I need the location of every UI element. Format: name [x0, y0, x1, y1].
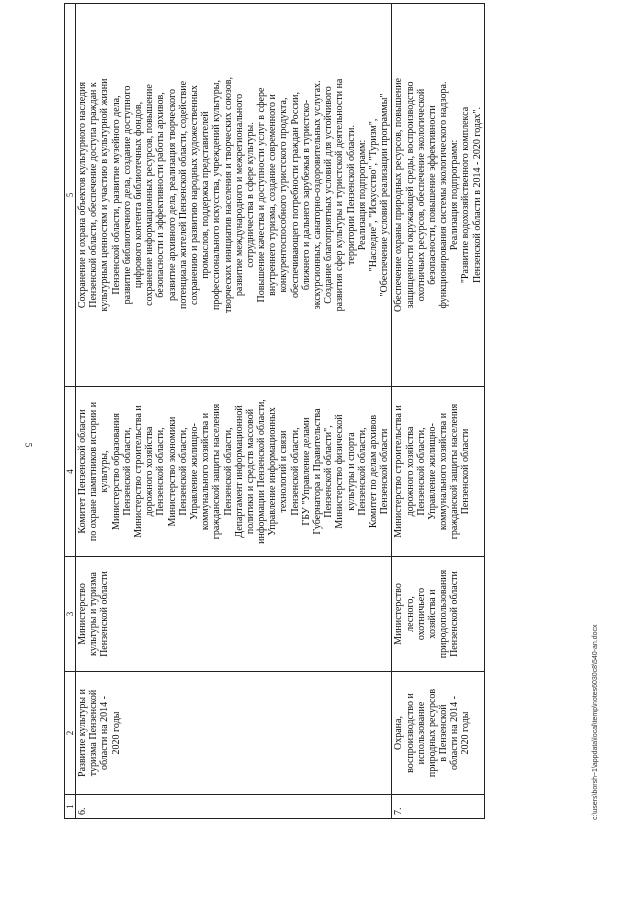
- cell-text-line: обеспечивающего потребности граждан России,: [289, 92, 301, 298]
- row-number-cell: 6.: [76, 795, 392, 819]
- cell-text-line: дорожного хозяйства: [144, 426, 156, 517]
- cell-text-line: охотничьих ресурсов, обеспечение экологической: [415, 88, 427, 302]
- cell-text-line: культуры и туризма: [88, 572, 100, 656]
- cell-text-line: Охрана,: [393, 716, 405, 750]
- cell-text-line: творческих инициатив населения и творческих союзов,: [222, 76, 234, 314]
- column-header: 1: [65, 795, 76, 819]
- cell-text-line: Реализация подпрограмм:: [356, 139, 368, 251]
- cell-text-line: защищенности окружающей среды, воспроизводство: [404, 81, 416, 309]
- table-row: [392, 4, 485, 819]
- cell-text-line: воспроизводство и: [404, 693, 416, 773]
- cell-text-line: цифрового контента библиотечных фондов,: [133, 101, 145, 289]
- cell-text-line: Управление жилищно-: [426, 423, 438, 520]
- goals-cell: [392, 4, 485, 387]
- column-header: 3: [65, 557, 76, 672]
- goals-cell: [76, 4, 392, 387]
- programs-table: [64, 3, 485, 819]
- cell-text-line: Министерство: [393, 583, 405, 645]
- cell-text-line: развитие международного и межрегионального: [233, 93, 245, 297]
- cell-text-line: ГБУ "Управление делами: [300, 417, 312, 526]
- cell-text-line: конкурентоспособного туристского продукта,: [278, 97, 290, 293]
- responsible-cell: [76, 557, 392, 672]
- cell-text-line: сотрудничества в сфере культуры.: [244, 122, 256, 268]
- program-name-cell: [392, 672, 485, 795]
- cell-text-line: Министерство физической: [334, 414, 346, 529]
- cell-text-line: Министерство экономики: [166, 416, 178, 527]
- cell-text-line: коммунального хозяйства и: [200, 412, 212, 531]
- cell-text-line: области на 2014 -: [99, 695, 111, 771]
- cell-text-line: Пензенской области, развитие музейного дела,: [110, 95, 122, 295]
- cell-text-line: по охране памятников истории и: [88, 401, 100, 542]
- column-header: 4: [65, 387, 76, 557]
- row-number-cell: 7.: [392, 795, 485, 819]
- cell-text-line: культурным ценностям и участию в культурной жизни: [99, 78, 111, 312]
- cell-text-line: области на 2014 -: [449, 695, 461, 771]
- cell-text-line: Развитие культуры и: [77, 689, 89, 777]
- cell-text-line: Управление жилищно-: [188, 423, 200, 520]
- cell-text-line: Пензенской области,: [415, 427, 427, 516]
- cell-text-line: использование: [415, 701, 427, 765]
- cell-text-line: Пензенской области,: [121, 427, 133, 516]
- cell-text-line: "Обеспечение условий реализации программы": [379, 93, 391, 297]
- cell-text-line: потенциала жителей Пензенской области, содействие: [177, 80, 189, 310]
- cell-text-line: коммунального хозяйства и: [438, 412, 450, 531]
- cell-text-line: функционирования системы экологического надзора.: [438, 81, 450, 309]
- cell-text-line: профессионального искусства, учреждений культуры,: [211, 79, 223, 311]
- cell-text-line: развития сфер культуры и туристской деятельности на: [334, 78, 346, 312]
- cell-text-line: территории Пензенской области.: [345, 125, 357, 265]
- cell-text-line: Пензенской области, обеспечение доступа граждан к: [88, 82, 100, 308]
- cell-text-line: Пензенской области в 2014 - 2020 годах".: [471, 106, 483, 284]
- cell-text-line: гражданской защиты населения: [449, 403, 461, 540]
- cell-text-line: Управление информационных: [267, 407, 279, 536]
- cell-text-line: "Развитие водохозяйственного комплекса: [460, 106, 472, 284]
- cell-text-line: Пензенской области,: [155, 427, 167, 516]
- cell-text-line: Пензенской области: [99, 571, 111, 657]
- cell-text-line: Пензенской области: [449, 571, 461, 657]
- responsible-cell: [392, 557, 485, 672]
- cell-text-line: сохранению и развитию народных художественных: [188, 85, 200, 305]
- column-header: 5: [65, 4, 76, 387]
- cell-text-line: экскурсионных, санаторно-оздоровительных услугах.: [312, 80, 324, 310]
- cell-text-line: Пензенской области,: [177, 427, 189, 516]
- cell-text-line: Министерство строительства и: [393, 405, 405, 538]
- cell-text-line: культуры,: [99, 450, 111, 493]
- cell-text-line: дорожного хозяйства: [404, 426, 416, 517]
- cell-text-line: развитие библиотечного дела, создание доступного: [121, 85, 133, 305]
- page-number: 5: [23, 442, 34, 448]
- cell-text-line: Обеспечение охраны природных ресурсов, повышение: [393, 78, 405, 313]
- cell-text-line: 2020 годы: [460, 711, 472, 755]
- cell-text-line: 2020 годы: [110, 711, 122, 755]
- cell-text-line: внутреннего туризма, создание современного и: [267, 94, 279, 296]
- cell-text-line: Департамент информационной: [233, 405, 245, 538]
- coexecutors-cell: [392, 387, 485, 557]
- cell-text-line: информации Пензенской области,: [256, 399, 268, 544]
- cell-text-line: безопасности, повышение эффективности: [426, 105, 438, 285]
- column-header: 2: [65, 672, 76, 795]
- cell-text-line: Комитет Пензенской области: [77, 409, 89, 534]
- cell-text-line: Министерство образования: [110, 413, 122, 530]
- cell-text-line: Министерство: [77, 583, 89, 645]
- cell-text-line: сохранение информационных ресурсов, повышение: [144, 84, 156, 306]
- cell-text-line: Пензенской области: [379, 428, 391, 515]
- cell-text-line: Создание благоприятных условий для устойчивого: [323, 86, 335, 304]
- cell-text-line: политики и средств массовой: [244, 408, 256, 535]
- cell-text-line: Министерство строительства и: [133, 405, 145, 538]
- cell-text-line: Комитет по делам архивов: [367, 414, 379, 529]
- cell-text-line: природных ресурсов: [426, 688, 438, 778]
- cell-text-line: безопасности и эффективности работы архивов,: [155, 92, 167, 298]
- coexecutors-cell: [76, 387, 392, 557]
- cell-text-line: Сохранение и охрана объектов культурного наследия: [77, 81, 89, 309]
- cell-text-line: ближнего и дальнего зарубежья в туристско-: [300, 99, 312, 291]
- cell-text-line: Пензенской области,: [289, 427, 301, 516]
- cell-text-line: Пензенской области: [460, 428, 472, 515]
- cell-text-line: культуры и спорта: [345, 432, 357, 511]
- cell-text-line: хозяйства и: [426, 589, 438, 639]
- cell-text-line: природопользования: [438, 569, 450, 659]
- cell-text-line: Губернатора и Правительства: [312, 408, 324, 535]
- cell-text-line: охотничьего: [415, 587, 427, 641]
- cell-text-line: туризма Пензенской: [88, 689, 100, 777]
- cell-text-line: Пензенской области,: [356, 427, 368, 516]
- header-row: [65, 4, 76, 819]
- cell-text-line: Повышение качества и доступности услуг в сфере: [256, 87, 268, 303]
- cell-text-line: лесного,: [404, 596, 416, 632]
- cell-text-line: в Пензенской: [438, 704, 450, 762]
- cell-text-line: Реализация подпрограмм:: [449, 139, 461, 251]
- cell-text-line: гражданской защиты населения: [211, 403, 223, 540]
- file-path-footer: c:\users\borsh~1\appdata\local\temp\notes6030c8\540-an.docx: [592, 624, 599, 820]
- cell-text-line: технологий и связи: [278, 430, 290, 513]
- table-row: [76, 4, 392, 819]
- cell-text-line: промыслов, поддержка представителей: [200, 111, 212, 279]
- cell-text-line: развитие архивного дела, реализация творческого: [166, 88, 178, 302]
- cell-text-line: Пензенской области",: [323, 425, 335, 518]
- program-name-cell: [76, 672, 392, 795]
- cell-text-line: Пензенской области,: [222, 427, 234, 516]
- cell-text-line: "Наследие", "Искусство", "Туризм",: [367, 118, 379, 272]
